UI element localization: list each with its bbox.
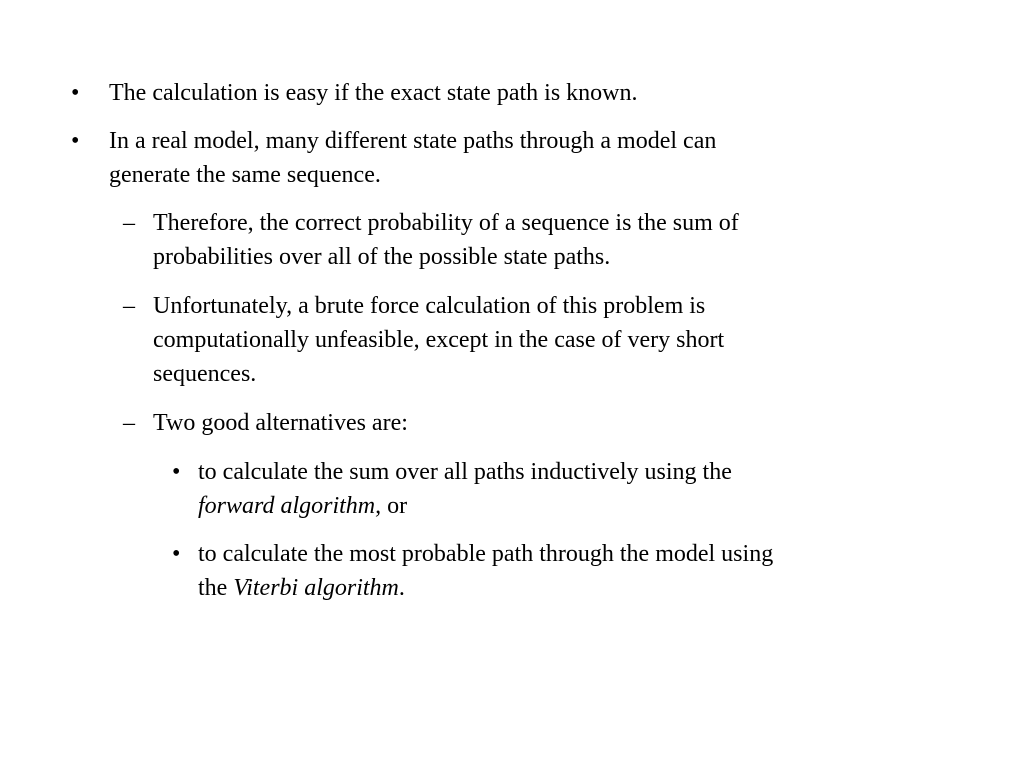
sub-sub-bullet-line	[198, 571, 773, 605]
line-suffix: or	[381, 493, 408, 519]
bullet-marker: •	[71, 128, 80, 154]
sub-bullet-line: computationally unfeasible, except in the case of very short	[153, 327, 725, 353]
bullet-line: generate the same sequence.	[109, 162, 381, 188]
bullet-text	[109, 124, 716, 192]
sub-bullet-line: sequences.	[153, 361, 257, 387]
sub-sub-bullet-line: to calculate the most probable path through the model using	[198, 541, 774, 567]
sub-sub-bullet-line	[198, 489, 732, 523]
sub-bullet-line: Unfortunately, a brute force calculation of this problem is	[153, 293, 706, 319]
sub-bullet-text	[153, 289, 724, 391]
dash-marker: –	[123, 210, 135, 236]
bullet-line: In a real model, many different state paths through a model can	[109, 128, 717, 154]
italic-term: forward algorithm,	[198, 493, 382, 519]
bullet-marker: •	[172, 541, 181, 567]
sub-sub-bullet-text	[198, 455, 732, 523]
sub-sub-bullet-line: to calculate the sum over all paths inductively using the	[198, 459, 732, 485]
sub-bullet-line: Two good alternatives are:	[153, 410, 408, 436]
sub-sub-bullet-text	[198, 537, 773, 605]
dash-marker: –	[123, 293, 135, 319]
line-prefix: the	[198, 575, 234, 601]
bullet-marker: •	[71, 80, 80, 106]
bullet-line: The calculation is easy if the exact state path is known.	[109, 80, 638, 106]
bullet-text	[109, 76, 638, 110]
bullet-marker: •	[172, 459, 181, 485]
sub-bullet-text	[153, 406, 408, 440]
sub-bullet-line: Therefore, the correct probability of a sequence is the sum of	[153, 210, 739, 236]
line-suffix: .	[398, 575, 405, 601]
dash-marker: –	[123, 410, 135, 436]
sub-bullet-text	[153, 206, 739, 274]
italic-term: Viterbi algorithm	[233, 575, 399, 601]
sub-bullet-line: probabilities over all of the possible state paths.	[153, 244, 611, 270]
